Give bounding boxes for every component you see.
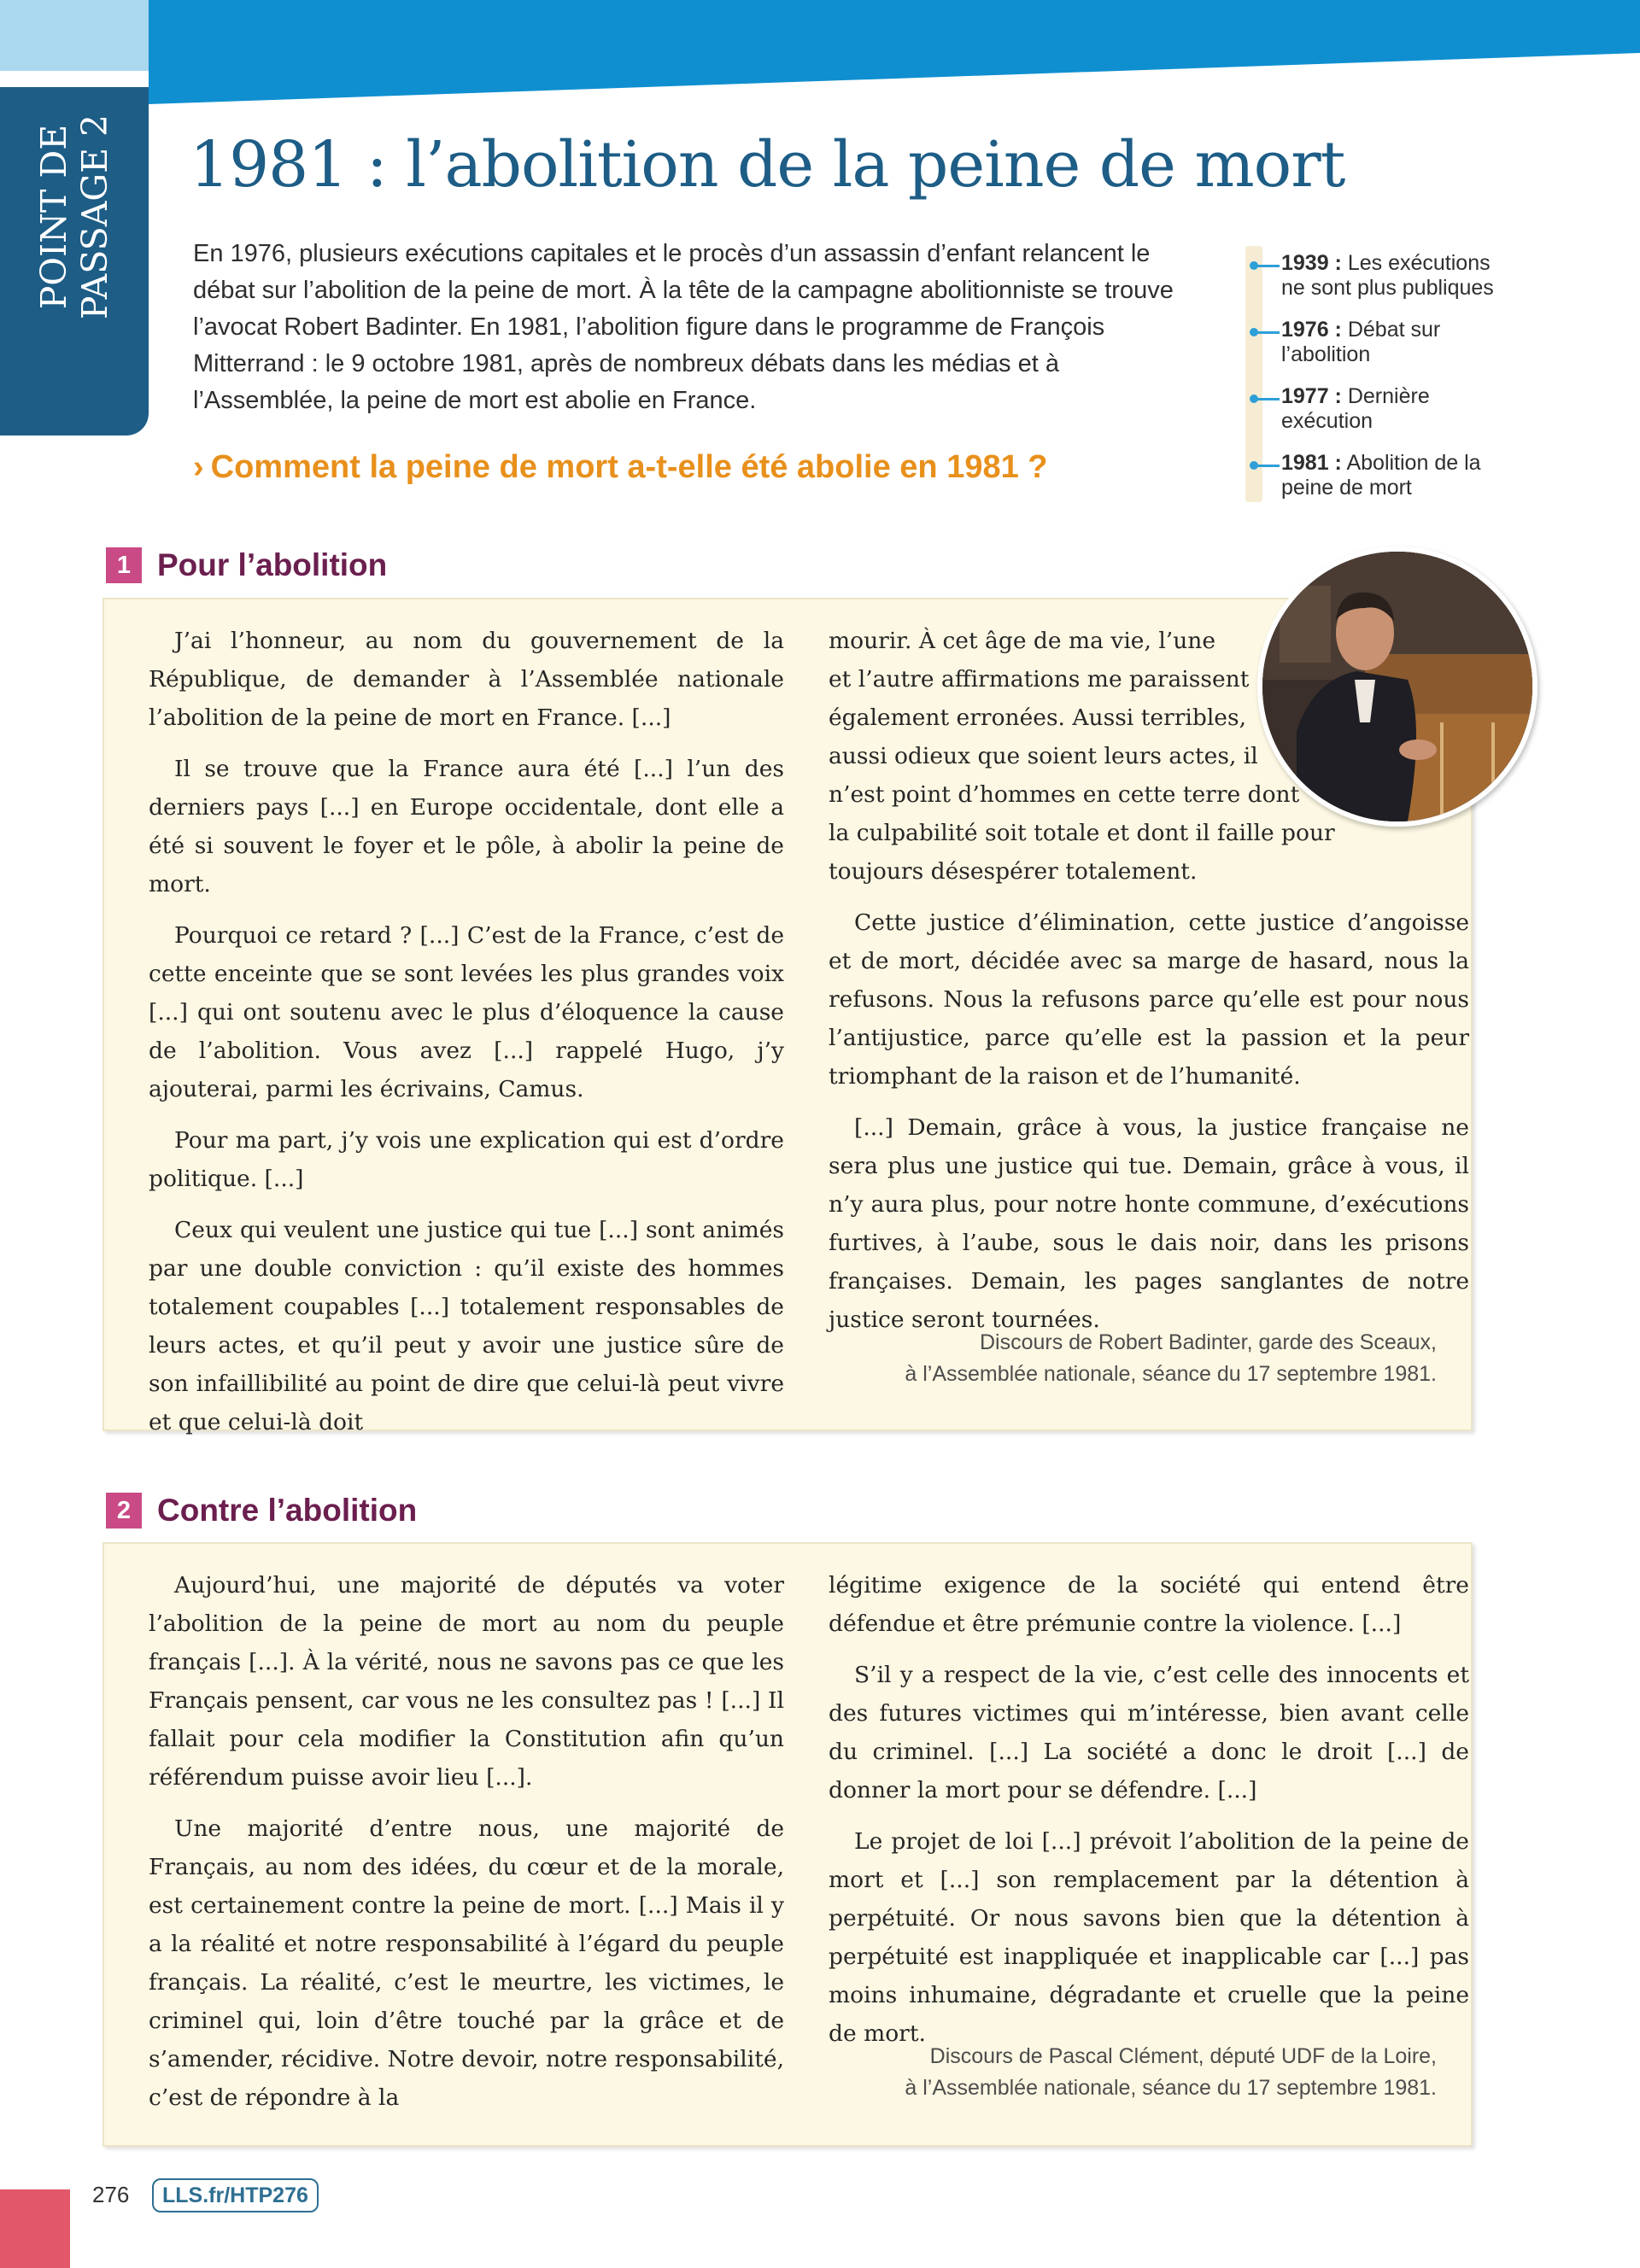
timeline-connector (1257, 398, 1280, 400)
page-number: 276 (92, 2182, 130, 2207)
timeline-connector (1257, 331, 1280, 334)
timeline-text: Les exécutions ne sont plus publiques (1281, 251, 1494, 300)
doc2-title: Contre l’abolition (157, 1493, 418, 1528)
doc2-left-column (149, 1566, 784, 2130)
tab-line-1: POINT DE (33, 124, 74, 310)
doc2-number-badge: 2 (106, 1493, 142, 1529)
portrait-illustration (1262, 552, 1532, 821)
intro-paragraph: En 1976, plusieurs exécutions capitales et le procès d’un assassin d’enfant relancent le débat sur l’abolition de la peine de mort. À la tête de la campagne abolitionniste se trouve l’avocat Robert Badinter. En 1981, l’abolition figure dans le programme de François Mitterrand : le 9 octobre 1981, après de nombreux débats dans les médias et à l’Assemblée, la peine de mort est abolie en France. (193, 240, 1174, 414)
timeline-text: Abolition de la peine de mort (1281, 451, 1481, 500)
problem-question (193, 449, 1048, 486)
doc2-paragraph: Aujourd’hui, une majorité de députés va voter l’abolition de la peine de mort au nom du peuple français [...]. À la vérité, nous ne savons pas ce que les Français pensent, car vous ne les consultez pas ! [...] Il fallait pour cela modifier la Constitution afin qu’un référendum puisse avoir lieu [...]. (149, 1572, 784, 1791)
doc1-source (905, 1327, 1437, 1390)
doc2-heading (106, 1493, 417, 1529)
footer-color-block (0, 2189, 70, 2268)
badinter-portrait-photo (1257, 547, 1538, 827)
doc2-paragraph: légitime exigence de la société qui entend être défendue et être prémunie contre la violence. [...] (829, 1572, 1469, 1637)
text-line: toujours désespérer totalement. (829, 858, 1198, 885)
doc2-paragraph: S’il y a respect de la vie, c’est celle des innocents et des futures victimes qui m’intéresse, bien avant celle du criminel. [...] La société a donc le droit [...] de donner la mort pour se défendre. [...] (829, 1662, 1469, 1803)
doc2-right-column (829, 1566, 1469, 2066)
text-line: n’est point d’hommes en cette terre dont (829, 781, 1300, 808)
doc1-paragraph: J’ai l’honneur, au nom du gouvernement de la République, de demander à l’Assemblée nationale l’abolition de la peine de mort en France. [...] (149, 628, 784, 731)
doc2-paragraph: Une majorité d’entre nous, une majorité de Français, au nom des idées, du cœur et de la morale, est certainement contre la peine de mort. [...] Mais il y a la réalité et notre responsabilité à l’égard du peuple français. La réalité, c’est le meurtre, les victimes, le criminel qui, loin d’être touché par la grâce et de s’amender, récidive. Notre devoir, notre responsabilité, c’est de répondre à la (149, 1815, 784, 2111)
doc1-paragraph: Cette justice d’élimination, cette justice d’angoisse et de mort, décidée avec sa marge de hasard, nous la refusons. Nous la refusons parce qu’elle est pour nous l’antijustice, parce qu’elle est la passion et la peur triomphant de la raison et de l’humanité. (829, 909, 1469, 1090)
header-banner (0, 0, 1640, 107)
lls-link[interactable]: LLS.fr/HTP276 (152, 2178, 319, 2212)
question-text: Comment la peine de mort a-t-elle été abolie en 1981 ? (210, 449, 1048, 485)
banner-light-block (0, 0, 149, 71)
doc1-paragraph: [...] Demain, grâce à vous, la justice française ne sera plus une justice qui tue. Demain, grâce à vous, il n’y aura plus, pour notre honte commune, d’exécutions furtives, à l’aube, sous le dais noir, dans les prisons françaises. Demain, les pages sanglantes de notre justice seront tournées. (829, 1114, 1469, 1333)
point-de-passage-label (33, 114, 115, 319)
doc2-box (102, 1542, 1473, 2147)
banner-blue-band (149, 0, 1640, 104)
doc1-title: Pour l’abolition (157, 547, 388, 582)
doc2-paragraph: Le projet de loi [...] prévoit l’abolition de la peine de mort et [...] son remplacement par la détention à perpétuité. Or nous savons bien que la détention à perpétuité est inappliquée et inapplicable car [...] pas moins inhumaine, dégradante et cruelle que la peine de mort. (829, 1828, 1469, 2047)
doc1-paragraph: Pour ma part, j’y vois une explication qui est d’ordre politique. [...] (149, 1127, 784, 1192)
timeline-text: Dernière exécution (1281, 384, 1430, 433)
source-line: Discours de Pascal Clément, député UDF de la Loire, (929, 2044, 1437, 2068)
timeline (1245, 246, 1502, 509)
text-line: et l’autre affirmations me paraissent (829, 666, 1250, 693)
timeline-year: 1939 : (1281, 251, 1342, 275)
chevron-right-icon: › (193, 449, 204, 485)
doc1-paragraph: Il se trouve que la France aura été [...] l’un des derniers pays [...] en Europe occidentale, dont elle a été si souvent le foyer et le pôle, à abolir la peine de mort. (149, 756, 784, 897)
tab-line-2: PASSAGE 2 (74, 114, 115, 320)
timeline-year: 1981 : (1281, 451, 1342, 475)
timeline-text: Débat sur l’abolition (1281, 318, 1441, 366)
timeline-year: 1976 : (1281, 318, 1342, 342)
doc1-number-badge: 1 (106, 547, 142, 583)
doc1-paragraph: Pourquoi ce retard ? [...] C’est de la France, c’est de cette enceinte que se sont levées les plus grandes voix [...] qui ont soutenu avec le plus d’éloquence la cause de l’abolition. Vous avez [...] rappelé Hugo, j’y ajouterai, parmi les écrivains, Camus. (149, 922, 784, 1102)
text-line: également erronées. Aussi terribles, (829, 704, 1246, 731)
page-title: 1981 : l’abolition de la peine de mort (190, 128, 1345, 202)
source-line: Discours de Robert Badinter, garde des Sceaux, (979, 1330, 1437, 1354)
text-line: mourir. À cet âge de ma vie, l’une (829, 628, 1216, 654)
doc1-paragraph: Ceux qui veulent une justice qui tue [...] sont animés par une double conviction : qu’il existe des hommes totalement coupables [...] totalement responsables de leurs actes, et qu’il peut y avoir une justice sûre de son infaillibilité au point de dire que celui-là peut vivre et que celui-là doit (149, 1217, 784, 1435)
text-line: aussi odieux que soient leurs actes, il (829, 743, 1258, 769)
timeline-connector (1257, 265, 1280, 267)
timeline-connector (1257, 465, 1280, 467)
source-line: à l’Assemblée nationale, séance du 17 septembre 1981. (905, 1362, 1437, 1386)
doc1-heading (106, 547, 387, 583)
text-line: la culpabilité soit totale et dont il faille pour (829, 820, 1335, 846)
doc1-left-column (149, 622, 784, 1454)
source-line: à l’Assemblée nationale, séance du 17 septembre 1981. (905, 2076, 1437, 2100)
timeline-year: 1977 : (1281, 384, 1342, 408)
doc2-source (905, 2041, 1437, 2104)
